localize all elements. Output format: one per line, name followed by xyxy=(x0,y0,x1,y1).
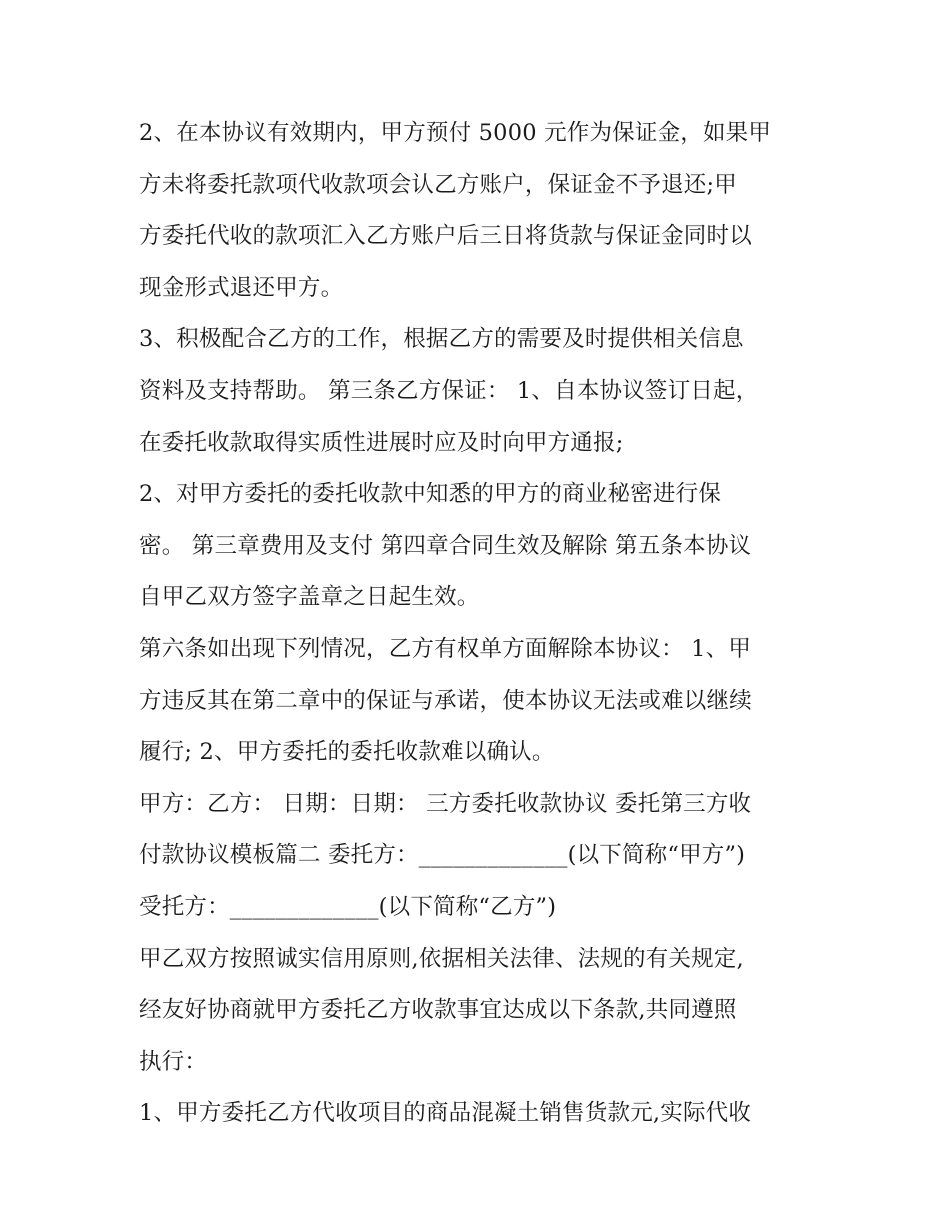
text-line: 付款协议模板篇二 委托方：_____________(以下简称“甲方”) xyxy=(139,842,746,869)
text-line: 2、对甲方委托的委托收款中知悉的甲方的商业秘密进行保 xyxy=(139,481,722,508)
text-line: 履行; 2、甲方委托的委托收款难以确认。 xyxy=(139,739,555,766)
text-line: 执行： xyxy=(139,1048,208,1075)
text-line: 受托方：_____________(以下简称“乙方”) xyxy=(139,893,557,920)
text-line: 方违反其在第二章中的保证与承诺，使本协议无法或难以继续 xyxy=(139,687,752,714)
text-line: 方未将委托款项代收款项会认乙方账户，保证金不予退还;甲 xyxy=(139,171,737,198)
document-body xyxy=(139,108,819,1140)
text-line: 2、在本协议有效期内，甲方预付 5000 元作为保证金，如果甲 xyxy=(139,120,772,146)
text-line: 自甲乙双方签字盖章之日起生效。 xyxy=(139,584,480,611)
text-line: 第六条如出现下列情况，乙方有权单方面解除本协议： 1、甲 xyxy=(139,635,752,662)
text-line: 3、积极配合乙方的工作，根据乙方的需要及时提供相关信息 xyxy=(139,326,744,353)
text-line: 现金形式退还甲方。 xyxy=(139,274,344,301)
text-line: 甲乙双方按照诚实信用原则,依据相关法律、法规的有关规定, xyxy=(139,945,744,972)
text-line: 1、甲方委托乙方代收项目的商品混凝土销售货款元,实际代收 xyxy=(139,1100,752,1127)
text-line: 密。 第三章费用及支付 第四章合同生效及解除 第五条本协议 xyxy=(139,532,752,559)
text-line: 经友好协商就甲方委托乙方收款事宜达成以下条款,共同遵照 xyxy=(139,997,737,1024)
text-line: 方委托代收的款项汇入乙方账户后三日将货款与保证金同时以 xyxy=(139,223,752,250)
text-line: 在委托收款取得实质性进展时应及时向甲方通报; xyxy=(139,429,624,456)
text-line: 资料及支持帮助。 第三条乙方保证： 1、自本协议签订日起， xyxy=(139,377,759,404)
text-line: 甲方：乙方： 日期：日期： 三方委托收款协议 委托第三方收 xyxy=(139,790,752,817)
